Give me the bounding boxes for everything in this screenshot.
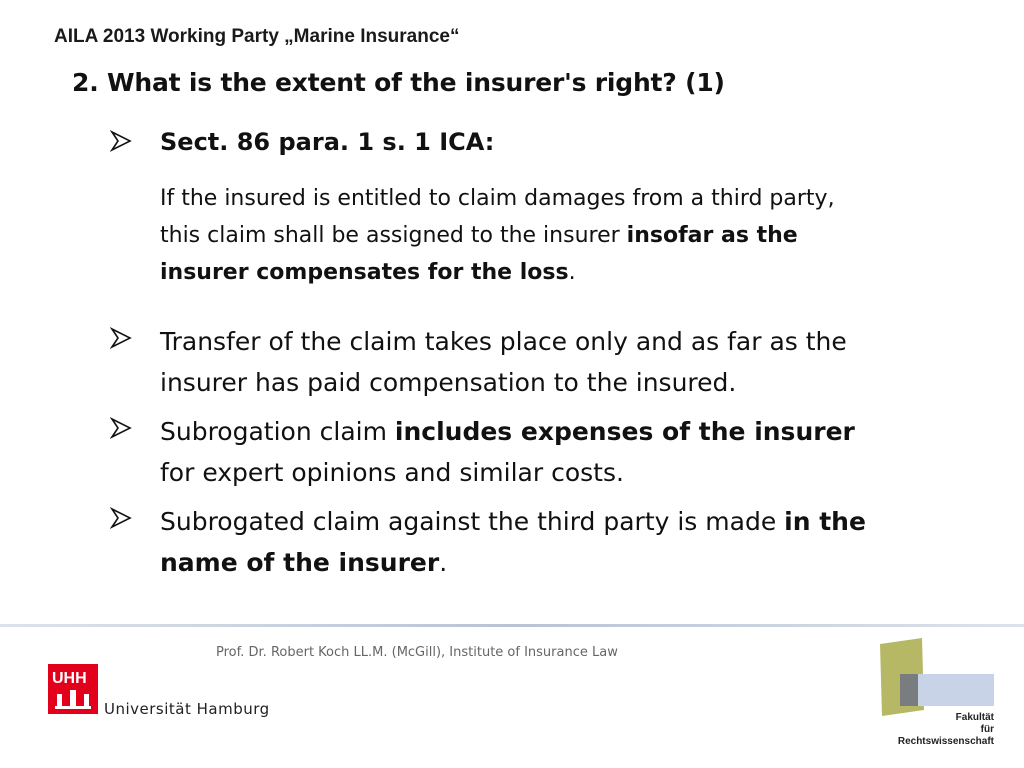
bullet-text <box>160 411 890 493</box>
quote-text: If the insured is entitled to claim damages from a third party, this claim shall be assigned to the insurer <box>160 186 835 248</box>
footer-divider <box>0 624 1024 627</box>
slide-title: 2. What is the extent of the insurer's right? (1) <box>72 68 725 97</box>
bullet-text-pre: Transfer of the claim takes place only and as far as the insurer has paid compensation to the insured. <box>160 327 847 397</box>
uhh-logo-text: UHH <box>52 670 87 687</box>
bullet-text-bold: includes expenses of the insurer <box>394 417 855 446</box>
faculty-logo-icon <box>872 636 998 723</box>
bullet-text-bold: in the name of the insurer <box>160 507 866 577</box>
bullet-item <box>110 411 910 493</box>
bullet-text-post: . <box>439 548 448 577</box>
bullet-text-pre: Subrogated claim against the third party is made <box>160 507 785 536</box>
header-title: AILA 2013 Working Party „Marine Insurance“ <box>54 26 460 47</box>
arrow-bullet-icon <box>110 321 160 349</box>
section-heading: Sect. 86 para. 1 s. 1 ICA: <box>160 128 495 156</box>
faculty-name <box>898 712 994 748</box>
arrow-bullet-icon <box>110 501 160 529</box>
bullet-text <box>160 501 890 583</box>
section-bullet <box>110 124 910 160</box>
uhh-logo-icon <box>48 664 98 719</box>
bullet-text-pre: Subrogation claim <box>160 417 395 446</box>
bullet-item <box>110 501 910 583</box>
quote-end: . <box>568 260 576 285</box>
arrow-bullet-icon <box>110 124 160 152</box>
footer-author: Prof. Dr. Robert Koch LL.M. (McGill), Institute of Insurance Law <box>216 645 618 660</box>
university-name: Universität Hamburg <box>104 700 270 718</box>
faculty-line: Fakultät <box>955 712 994 723</box>
legal-quote <box>160 180 880 291</box>
slide-content <box>110 124 910 583</box>
bullet-item <box>110 321 910 403</box>
arrow-bullet-icon <box>110 411 160 439</box>
quote-bold: insofar as the insurer compensates for the loss <box>160 223 798 285</box>
bullet-text-post: for expert opinions and similar costs. <box>160 458 624 487</box>
bullet-text <box>160 321 890 403</box>
faculty-line: Rechtswissenschaft <box>897 736 994 747</box>
faculty-line: für <box>980 724 994 735</box>
